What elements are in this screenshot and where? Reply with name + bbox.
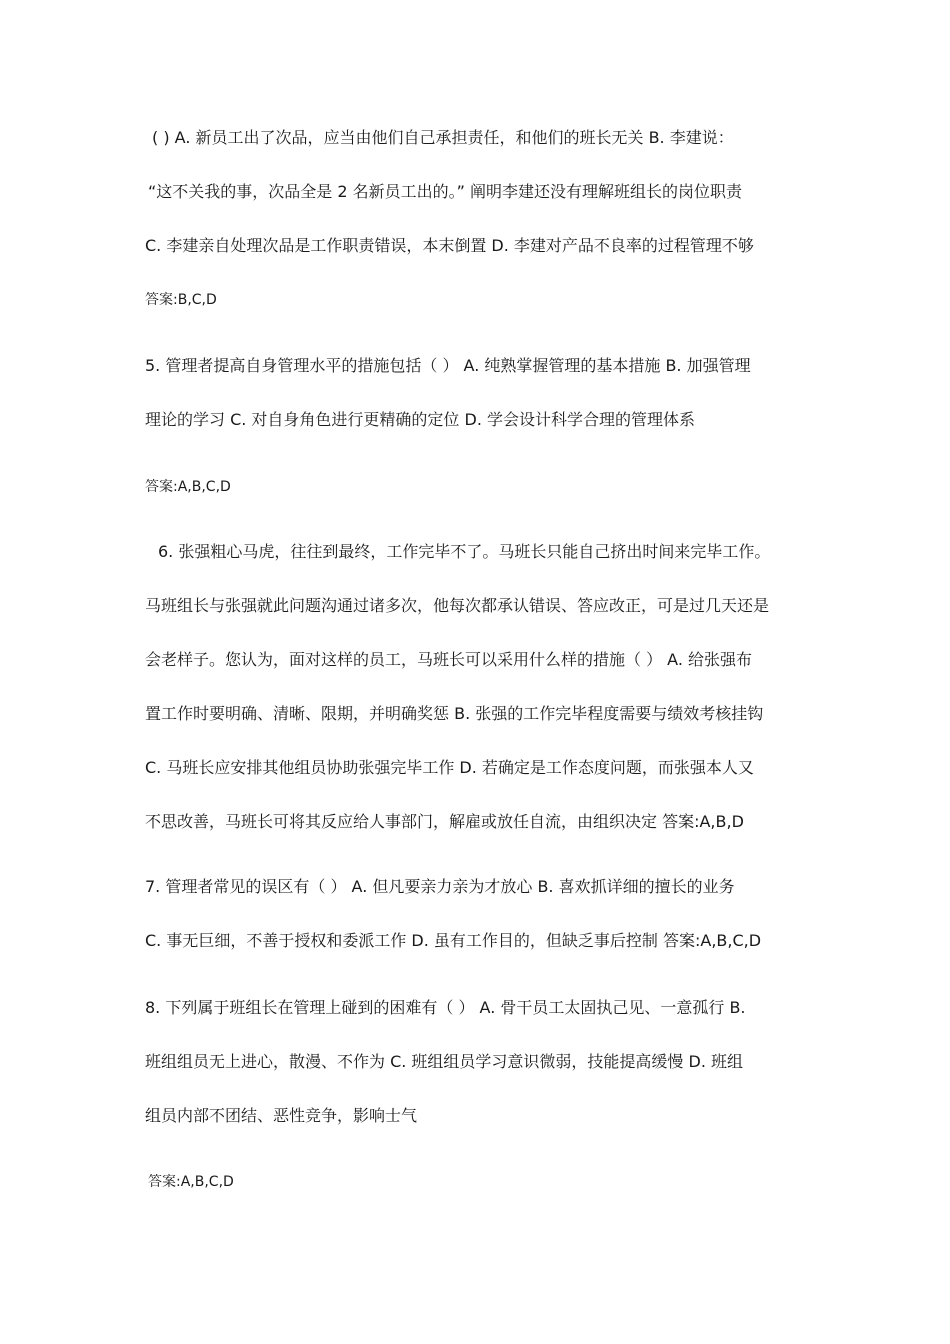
q8-line-3: 组员内部不团结、恶性竞争，影响士气 bbox=[145, 1106, 418, 1125]
q6-line-3: 会老样子。您认为，面对这样的员工，马班长可以采用什么样的措施（ ） A. 给张强布 bbox=[145, 650, 753, 669]
q6-line-1: 6. 张强粗心马虎，往往到最终，工作完毕不了。马班长只能自己挤出时间来完毕工作。 bbox=[158, 542, 771, 561]
q4-options-line-3: C. 李建亲自处理次品是工作职责错误，本末倒置 D. 李建对产品不良率的过程管理不够 bbox=[145, 236, 754, 255]
q4-options-line-1: ( ) A. 新员工出了次品，应当由他们自己承担责任，和他们的班长无关 B. 李建说： bbox=[152, 128, 734, 147]
q4-options-line-2: “这不关我的事，次品全是 2 名新员工出的。” 阐明李建还没有理解班组长的岗位职责 bbox=[148, 182, 743, 201]
q6-line-2: 马班组长与张强就此问题沟通过诸多次，他每次都承认错误、答应改正，可是过几天还是 bbox=[145, 596, 770, 615]
q4-answer: 答案:B,C,D bbox=[145, 292, 217, 308]
q8-line-2: 班组组员无上进心，散漫、不作为 C. 班组组员学习意识微弱，技能提高缓慢 D. 班组 bbox=[145, 1052, 744, 1071]
q7-line-2: C. 事无巨细，不善于授权和委派工作 D. 虽有工作目的，但缺乏事后控制 答案:A,B,C,D bbox=[145, 931, 762, 950]
q6-line-5: C. 马班长应安排其他组员协助张强完毕工作 D. 若确定是工作态度问题，而张强本人又 bbox=[145, 758, 754, 777]
q8-answer: 答案:A,B,C,D bbox=[148, 1174, 234, 1190]
q5-answer: 答案:A,B,C,D bbox=[145, 479, 231, 495]
q6-line-4: 置工作时要明确、清晰、限期，并明确奖惩 B. 张强的工作完毕程度需要与绩效考核挂钩 bbox=[145, 704, 764, 723]
q5-line-2: 理论的学习 C. 对自身角色进行更精确的定位 D. 学会设计科学合理的管理体系 bbox=[145, 410, 696, 429]
q7-line-1: 7. 管理者常见的误区有（ ） A. 但凡要亲力亲为才放心 B. 喜欢抓详细的擅长的业务 bbox=[145, 877, 735, 896]
q8-line-1: 8. 下列属于班组长在管理上碰到的困难有（ ） A. 骨干员工太固执己见、一意孤行 B. bbox=[145, 998, 746, 1017]
q5-line-1: 5. 管理者提高自身管理水平的措施包括（ ） A. 纯熟掌握管理的基本措施 B. 加强管理 bbox=[145, 356, 751, 375]
q6-line-6: 不思改善，马班长可将其反应给人事部门，解雇或放任自流，由组织决定 答案:A,B,D bbox=[145, 812, 744, 831]
